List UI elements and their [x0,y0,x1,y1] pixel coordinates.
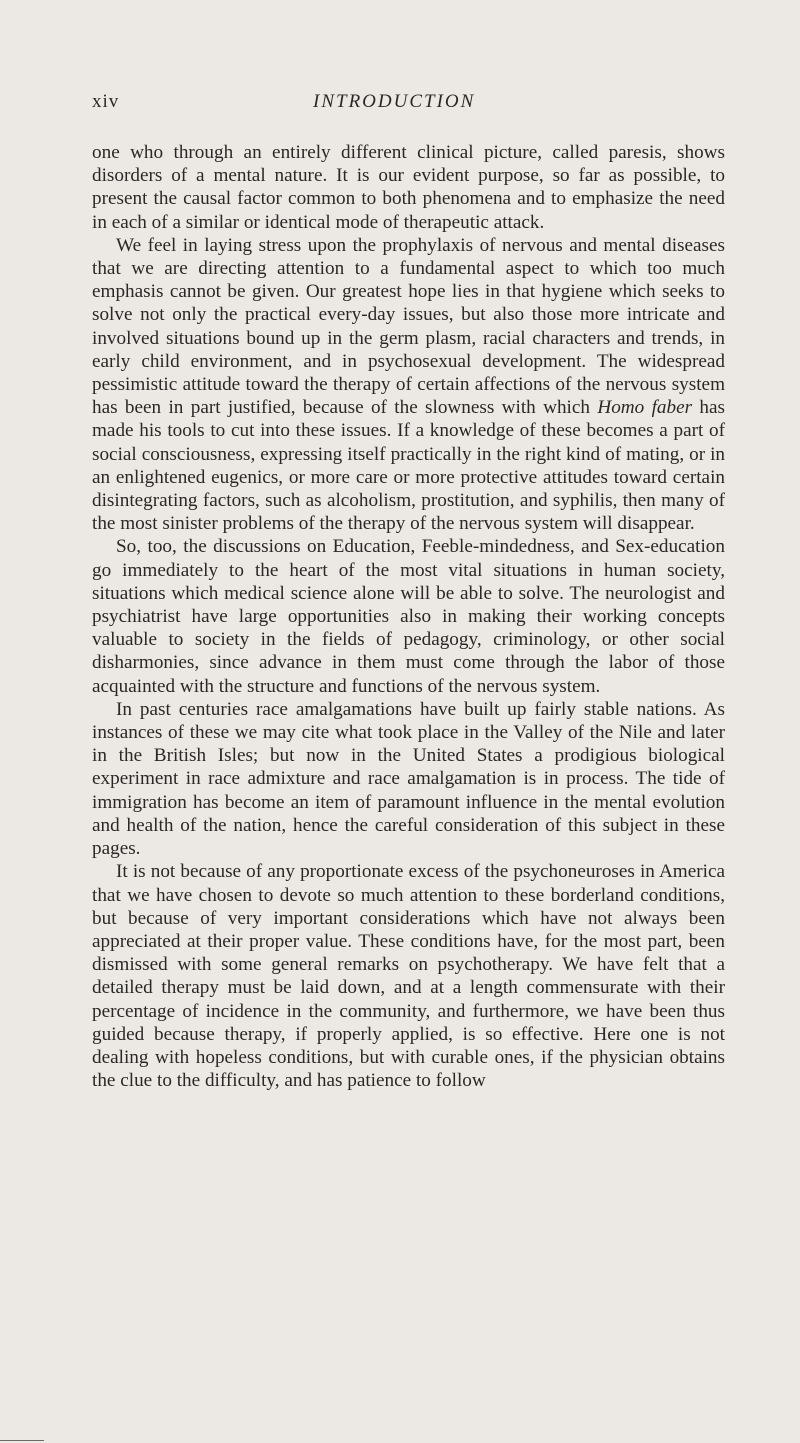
body-text [92,141,725,1092]
bottom-margin-rule [0,1440,44,1441]
page-number: xiv [92,91,120,112]
paragraph-2-part-2: has made his tools to cut into these issues. If a knowledge of these becomes a part of social consciousness, expressing itself practically in the right kind of mating, or in an enlightened eugenics, or more care or more protective attitudes toward certain disintegrating factors, such as alcoholism, prostitution, and syphilis, then many of the most sinister problems of the therapy of the nervous system will disappear. [92,397,726,535]
paragraph-3: So, too, the discussions on Education, Feeble-mindedness, and Sex-education go immediately to the heart of the most vital situations in human society, situations which medical science alone will be able to solve. The neurologist and psychiatrist have large opportunities also in making their working concepts valuable to society in the fields of pedagogy, criminology, or other social disharmonies, since advance in them must come through the labor of those acquainted with the structure and functions of the nervous system. [92,536,725,697]
running-head: INTRODUCTION [313,91,476,112]
homo-faber-term: Homo faber [597,397,693,419]
paragraph-5: It is not because of any proportionate excess of the psychoneuroses in America that we have chosen to devote so much attention to these borderland conditions, but because of very important considerations which have not always been appreciated at their proper value. These conditions have, for the most part, been dismissed with some general remarks on psychotherapy. We have felt that a detailed therapy must be laid down, and at a length commensurate with their percentage of incidence in the community, and furthermore, we have been thus guided because therapy, if properly applied, is so effective. Here one is not dealing with hopeless conditions, but with curable ones, if the physician obtains the clue to the difficulty, and has patience to follow [92,861,725,1092]
paragraph-1: one who through an entirely different clinical picture, called paresis, shows disorders of a mental nature. It is our evident purpose, so far as possible, to present the causal factor common to both phenomena and to emphasize the need in each of a similar or identical mode of therapeutic attack. [92,142,725,233]
paragraph-2 [92,234,725,536]
paragraph-4: In past centuries race amalgamations have built up fairly stable nations. As instances of these we may cite what took place in the Valley of the Nile and later in the British Isles; but now in the United States a prodigious biological experiment in race admixture and race amalgamation is in process. The tide of immigration has become an item of paramount influence in the mental evolution and health of the nation, hence the careful consideration of this subject in these pages. [92,698,725,860]
paragraph-2-part-1: We feel in laying stress upon the prophylaxis of nervous and mental diseases that we are directing attention to a fundamental aspect to which too much emphasis cannot be given. Our greatest hope lies in that hygiene which seeks to solve not only the practical every-day issues, but also those more intricate and involved situations bound up in the germ plasm, racial characters and trends, in early child environment, and in psychosexual development. The widespread pessimistic attitude toward the therapy of certain affections of the nervous system has been in part justified, because of the slowness with which [92,234,725,419]
page-header [80,91,740,121]
